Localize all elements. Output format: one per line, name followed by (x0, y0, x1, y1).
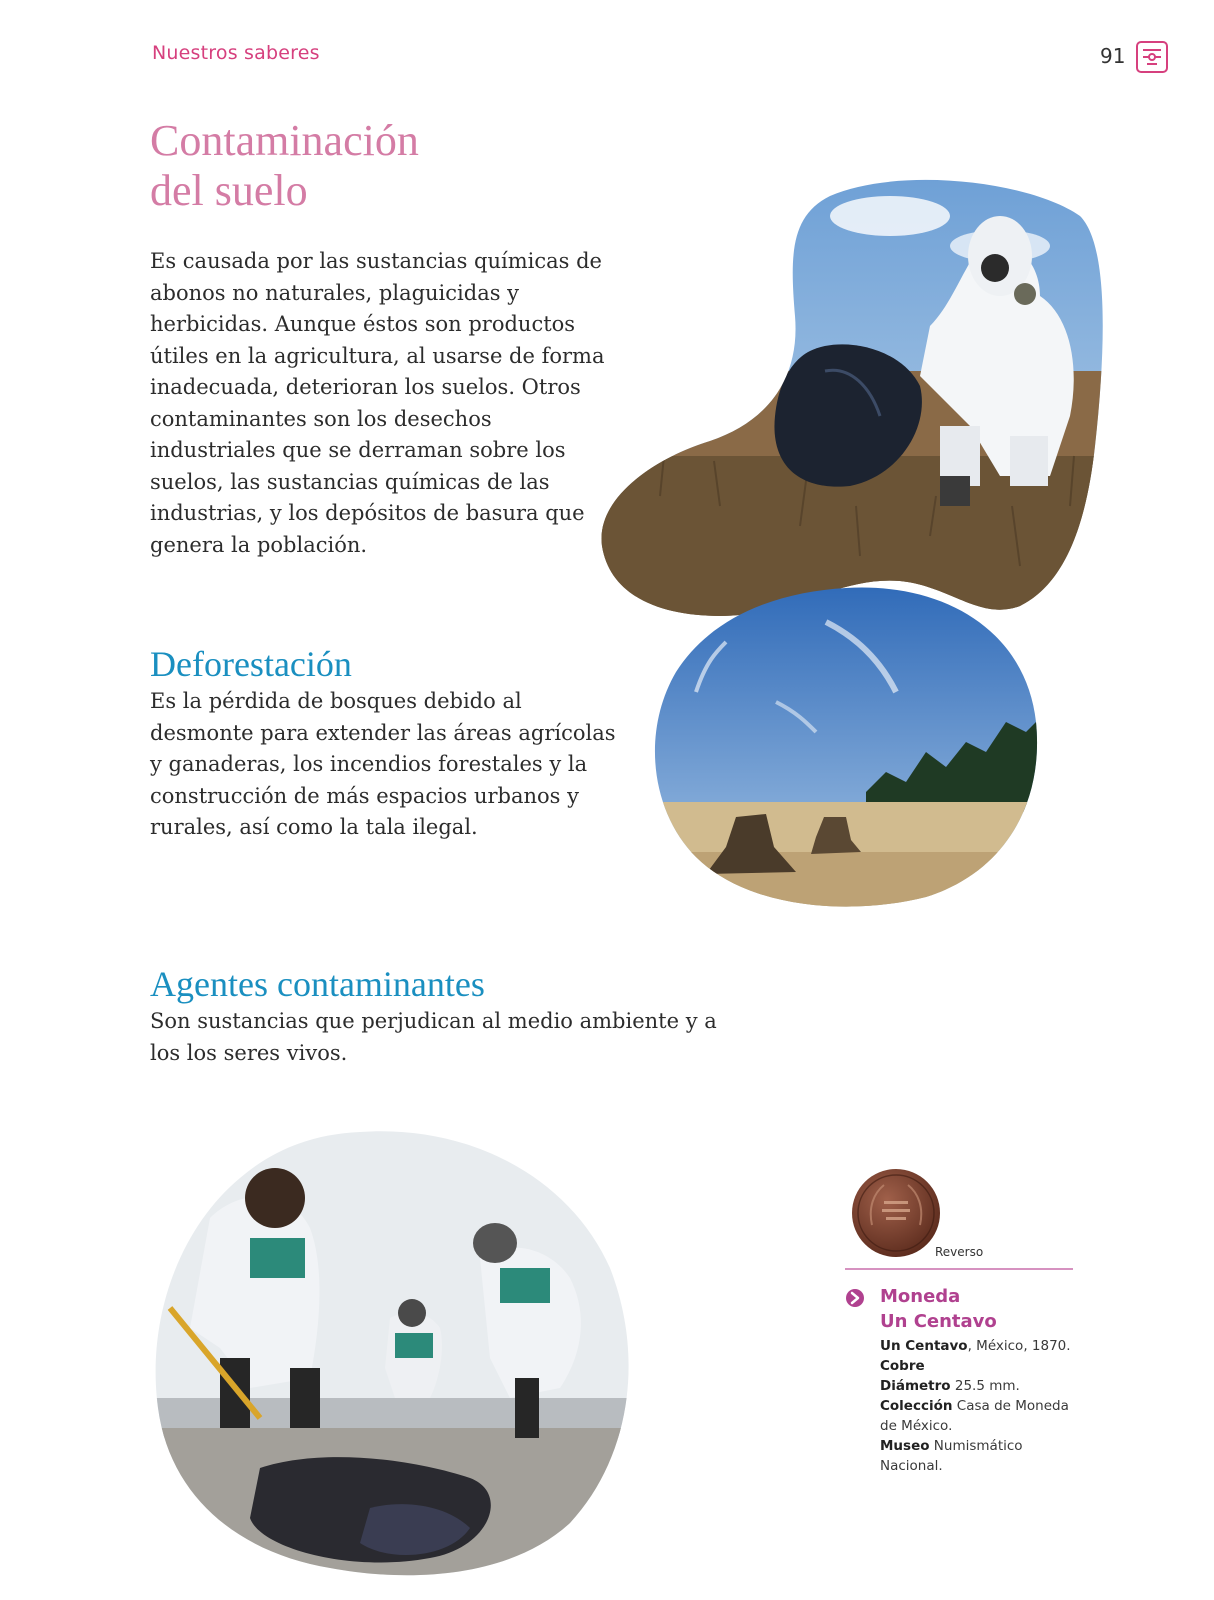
coin-details (880, 1336, 1080, 1476)
title-line-2: del suelo (150, 166, 308, 215)
running-head: Nuestros saberes (152, 42, 320, 64)
page-number: 91 (1100, 44, 1126, 68)
paragraph-deforestacion: Es la pérdida de bosques debido al desmonte para extender las áreas agrícolas y ganaderas, los incendios forestales y la construcción de más espacios urbanos y rurales, así como la tala ilegal. (150, 689, 616, 839)
coin-detail-value: Casa de Moneda de México. (880, 1398, 1069, 1434)
photo-hazmat-worker (600, 176, 1110, 618)
coin-detail-row (880, 1396, 1080, 1436)
coin-title-line-2: Un Centavo (880, 1311, 997, 1332)
paragraph-contaminacion-suelo: Es causada por las sustancias químicas de abonos no naturales, plaguicidas y herbicidas. Aunque éstos son productos útiles en la agricultura, al usarse de forma inadecuada, deterioran los suelos. Otros contaminantes son los desechos industriales que se derraman sobre los suelos, las sustancias químicas de las industrias, y los depósitos de basura que genera la población. (150, 249, 605, 557)
title-line-1: Contaminación (150, 116, 419, 165)
coin-caption: Reverso (935, 1245, 984, 1259)
coin-title (880, 1284, 997, 1334)
coin-detail-label: Cobre (880, 1358, 925, 1374)
coin-image (850, 1167, 942, 1259)
coin-detail-value: 25.5 mm. (950, 1378, 1020, 1394)
coin-detail-label: Un Centavo (880, 1338, 968, 1354)
paragraph-agentes-contaminantes: Son sustancias que perjudican al medio ambiente y a los los seres vivos. (150, 1009, 717, 1065)
coin-detail-label: Museo (880, 1438, 930, 1454)
photo-cleanup-workers (150, 1128, 640, 1580)
coin-detail-row (880, 1356, 1080, 1376)
photo-deforestation (646, 582, 1046, 912)
coin-detail-row (880, 1336, 1080, 1356)
coin-title-line-1: Moneda (880, 1286, 961, 1307)
section-title-agentes-contaminantes: Agentes contaminantes (150, 964, 485, 1004)
chevron-right-icon (845, 1288, 865, 1308)
coin-detail-value: Numismático Nacional. (880, 1438, 1023, 1474)
coin-detail-row (880, 1436, 1080, 1476)
section-title-contaminacion-suelo (150, 116, 610, 216)
section-title-deforestacion: Deforestación (150, 644, 352, 684)
coin-detail-label: Diámetro (880, 1378, 951, 1394)
aztec-glyph-icon (1133, 38, 1171, 76)
coin-detail-value: , México, 1870. (967, 1338, 1071, 1354)
coin-detail-row (880, 1376, 1080, 1396)
coin-detail-label: Colección (880, 1398, 953, 1414)
divider (845, 1268, 1073, 1270)
